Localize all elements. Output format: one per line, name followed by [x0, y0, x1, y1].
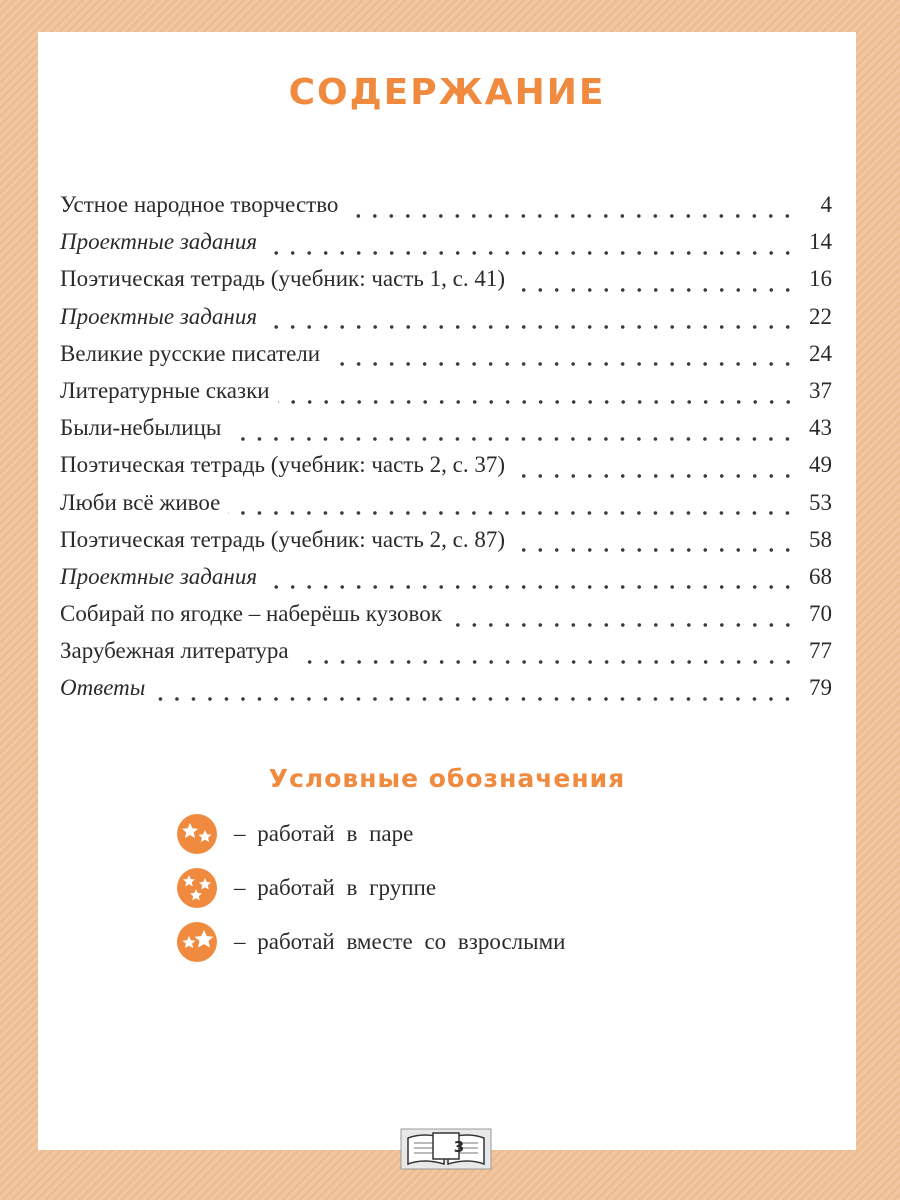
toc-label: Поэтическая тетрадь (учебник: часть 2, с. 87) [60, 526, 505, 552]
toc-label: Проектные задания [60, 563, 258, 589]
toc-row[interactable] [60, 229, 832, 266]
toc-leader-dots [265, 324, 796, 330]
toc-label: Собирай по ягодке – наберёшь кузовок [60, 601, 442, 627]
toc-label: Проектные задания [60, 229, 258, 255]
toc-page-number: 22 [809, 303, 832, 329]
toc-page-number: 24 [809, 340, 832, 366]
toc-page-number: 77 [809, 638, 832, 664]
toc-leader-dots [265, 250, 796, 256]
content-panel [38, 32, 856, 1150]
toc-row[interactable] [60, 415, 832, 452]
toc-row[interactable] [60, 304, 832, 341]
three-stars-icon [176, 867, 218, 909]
legend-list [176, 807, 565, 969]
toc-leader-dots [265, 584, 796, 590]
legend-text: – работай вместе со взрослыми [234, 929, 566, 954]
toc-page-number: 37 [809, 377, 832, 403]
toc-row[interactable] [60, 638, 832, 675]
toc-row[interactable] [60, 675, 832, 712]
toc-leader-dots [513, 547, 796, 553]
toc-label: Проектные задания [60, 303, 258, 329]
toc-page-number: 79 [809, 675, 832, 701]
toc-page-number: 16 [809, 266, 832, 292]
table-of-contents [60, 192, 832, 713]
page-number: 3 [453, 1138, 465, 1156]
toc-row[interactable] [60, 378, 832, 415]
toc-leader-dots [229, 436, 796, 442]
toc-row[interactable] [60, 341, 832, 378]
toc-row[interactable] [60, 527, 832, 564]
toc-page-number: 58 [809, 526, 832, 552]
toc-page-number: 14 [809, 229, 832, 255]
toc-label: Литературные сказки [60, 377, 270, 403]
toc-leader-dots [278, 399, 796, 405]
toc-page-number: 49 [809, 452, 832, 478]
legend-text: – работай в группе [234, 875, 437, 900]
toc-label: Были-небылицы [60, 415, 222, 441]
legend-title: Условные обозначения [268, 764, 626, 793]
two-stars-icon [176, 813, 218, 855]
toc-row[interactable] [60, 452, 832, 489]
toc-label: Поэтическая тетрадь (учебник: часть 2, с. 37) [60, 452, 505, 478]
toc-label: Поэтическая тетрадь (учебник: часть 1, с. 41) [60, 266, 505, 292]
toc-leader-dots [297, 659, 796, 665]
toc-row[interactable] [60, 564, 832, 601]
stars-with-adult-icon [176, 921, 218, 963]
toc-row[interactable] [60, 266, 832, 303]
toc-page-number: 68 [809, 563, 832, 589]
toc-page-number: 43 [809, 415, 832, 441]
toc-label: Великие русские писатели [60, 340, 321, 366]
toc-leader-dots [513, 287, 796, 293]
legend-item-pair [176, 807, 565, 861]
toc-leader-dots [228, 510, 796, 516]
page-title: СОДЕРЖАНИЕ [288, 72, 606, 113]
toc-page-number: 53 [809, 489, 832, 515]
toc-page-number: 4 [820, 192, 832, 217]
toc-label: Люби всё живое [60, 489, 221, 515]
legend-item-adults [176, 915, 565, 969]
toc-row[interactable] [60, 490, 832, 527]
toc-row[interactable] [60, 192, 832, 229]
toc-leader-dots [513, 473, 796, 479]
page-number-badge [400, 1128, 492, 1170]
toc-leader-dots [450, 622, 796, 628]
toc-row[interactable] [60, 601, 832, 638]
toc-leader-dots [328, 361, 796, 367]
toc-label: Ответы [60, 675, 146, 701]
toc-leader-dots [346, 213, 796, 219]
toc-label: Зарубежная литература [60, 638, 289, 664]
legend-text: – работай в паре [234, 821, 414, 846]
toc-page-number: 70 [809, 601, 832, 627]
legend-item-group [176, 861, 565, 915]
toc-label: Устное народное творчество [60, 192, 339, 217]
toc-leader-dots [153, 696, 796, 702]
